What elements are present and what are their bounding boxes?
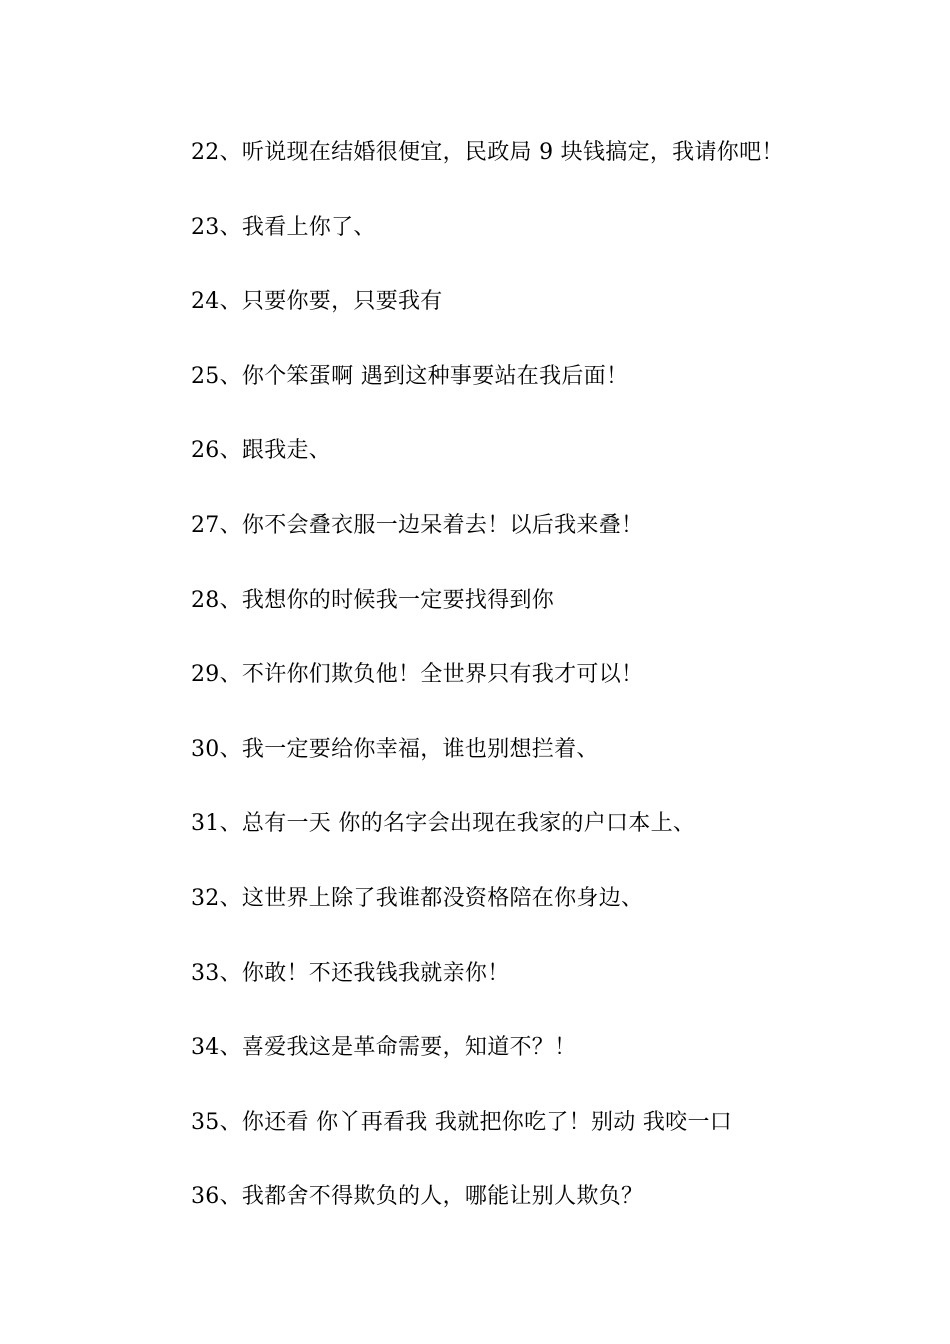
text-line-30: 30、我一定要给你幸福，谁也别想拦着、 — [191, 736, 599, 762]
text-line-24: 24、只要你要，只要我有 — [191, 289, 443, 315]
text-line-33: 33、你敢！不还我钱我就亲你！ — [191, 960, 510, 986]
text-line-22: 22、听说现在结婚很便宜，民政局 9 块钱搞定，我请你吧！ — [191, 140, 784, 165]
text-line-27: 27、你不会叠衣服一边呆着去！以后我来叠！ — [191, 512, 644, 538]
text-line-31: 31、总有一天 你的名字会出现在我家的户口本上、 — [191, 811, 696, 837]
text-line-list — [191, 134, 911, 1253]
text-line-35: 35、你还看 你丫再看我 我就把你吃了！别动 我咬一口 — [191, 1109, 733, 1135]
text-line-23: 23、我看上你了、 — [191, 214, 376, 240]
text-line-34: 34、喜爱我这是革命需要，知道不？！ — [191, 1035, 577, 1061]
text-line-29: 29、不许你们欺负他！全世界只有我才可以！ — [191, 662, 644, 688]
text-line-28: 28、我想你的时候我一定要找得到你 — [191, 587, 555, 613]
text-line-32: 32、这世界上除了我谁都没资格陪在你身边、 — [191, 885, 644, 911]
text-line-26: 26、跟我走、 — [191, 438, 332, 464]
text-line-36: 36、我都舍不得欺负的人，哪能让别人欺负？ — [191, 1184, 644, 1210]
text-line-25: 25、你个笨蛋啊 遇到这种事要站在我后面！ — [191, 363, 629, 389]
